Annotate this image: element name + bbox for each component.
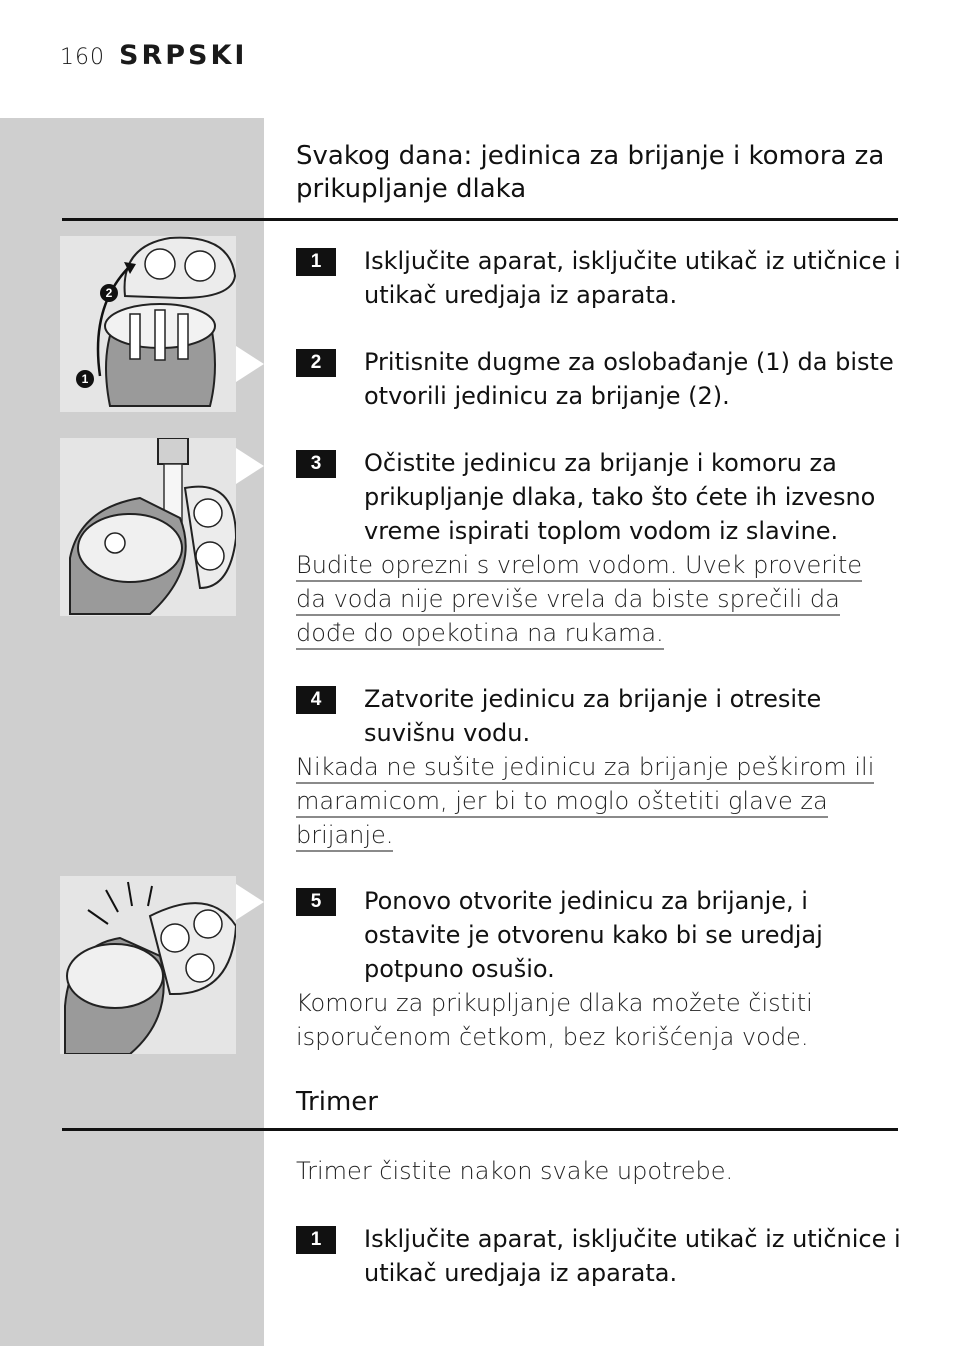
step-number-badge: 5 (296, 888, 336, 916)
illustration-rinse-under-tap (60, 438, 236, 616)
warning-line: maramicom, jer bi to moglo oštetiti glave za (296, 787, 828, 818)
step-2 (296, 345, 906, 413)
warning-hot-water (296, 548, 896, 650)
warning-line: brijanje. (296, 821, 393, 852)
shaver-drying-image (60, 876, 236, 1054)
illustration-pointer (236, 884, 264, 920)
step-3 (296, 446, 906, 548)
illustration-open-to-dry (60, 876, 236, 1054)
warning-line: Budite oprezni s vrelom vodom. Uvek proverite (296, 551, 862, 582)
illustration-open-shaving-unit (60, 236, 236, 412)
section-divider (62, 218, 898, 221)
step-text: Isključite aparat, isključite utikač iz utičnice i utikač uredjaja iz aparata. (364, 1225, 901, 1287)
step-text: Isključite aparat, isključite utikač iz utičnice i utikač uredjaja iz aparata. (364, 247, 901, 309)
step-number-badge: 4 (296, 686, 336, 714)
note-brush: Komoru za prikupljanje dlaka možete čistiti isporučenom četkom, bez korišćenja vode. (296, 989, 813, 1051)
trimmer-intro: Trimer čistite nakon svake upotrebe. (296, 1157, 734, 1185)
warning-line: da voda nije previše vrela da biste sprečili da (296, 585, 840, 616)
callout-badge-1: 1 (76, 370, 94, 388)
warning-line: Nikada ne sušite jedinicu za brijanje peškirom ili (296, 753, 874, 784)
section-heading-daily: Svakog dana: jedinica za brijanje i komora za prikupljanje dlaka (296, 141, 885, 204)
step-text: Ponovo otvorite jedinicu za brijanje, i ostavite je otvorenu kako bi se uredjaj potpuno osušio. (364, 887, 823, 983)
warning-towel (296, 750, 896, 852)
step-text: Očistite jedinicu za brijanje i komoru za prikupljanje dlaka, tako što ćete ih izvesno vreme ispirati toplom vodom iz slavine. (364, 449, 876, 545)
language-label: SRPSKI (119, 40, 248, 71)
step-5 (296, 884, 906, 986)
step-number-badge: 3 (296, 450, 336, 478)
step-text: Zatvorite jedinicu za brijanje i otresite suvišnu vodu. (364, 685, 822, 747)
warning-line: dođe do opekotina na rukama. (296, 619, 664, 650)
trimmer-step-1 (296, 1222, 906, 1290)
step-number-badge: 2 (296, 349, 336, 377)
step-4 (296, 682, 906, 750)
section-heading-trimmer: Trimer (296, 1087, 378, 1117)
illustration-pointer (236, 346, 264, 382)
page-number: 160 (60, 45, 105, 70)
illustration-pointer (236, 448, 264, 484)
step-1 (296, 244, 906, 312)
section-divider (62, 1128, 898, 1131)
shaver-rinse-image (60, 438, 236, 616)
page-header (60, 40, 247, 76)
step-text: Pritisnite dugme za oslobađanje (1) da biste otvorili jedinicu za brijanje (2). (364, 348, 894, 410)
step-number-badge: 1 (296, 248, 336, 276)
step-number-badge: 1 (296, 1226, 336, 1254)
callout-badge-2: 2 (100, 284, 118, 302)
